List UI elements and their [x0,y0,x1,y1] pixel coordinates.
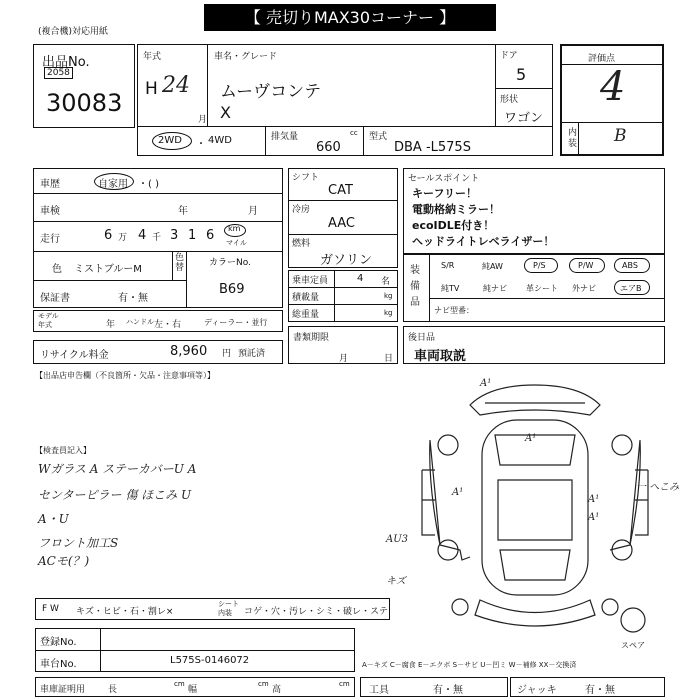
recycle-unit: 円 [222,349,232,359]
model-code-box [363,126,553,156]
recycle-box [33,340,283,364]
eq-airbag: エアB [620,284,642,293]
cert-width-unit: cm [258,680,269,688]
model-year-row [33,310,283,332]
tools-value: 有・無 [433,685,463,696]
drive-box [137,126,267,156]
year-label: 年式 [143,52,162,62]
inspection-month: 月 [248,206,258,217]
jack-row [510,677,665,697]
drive-sep: ・ [196,139,206,150]
displacement-box [265,126,365,156]
door-box [495,44,553,128]
equipment-label: 装備品 [410,265,420,308]
shift-label: シフト [292,173,320,183]
register-vdivider [100,628,101,672]
color-divider [172,251,173,280]
jack-label: ジャッキ [517,685,557,696]
car-body-diagram [400,375,670,645]
year-month: 月 [198,115,208,125]
mark-a1-door2: A¹ [588,512,600,523]
eq-pw: P/W [578,261,594,270]
mileage-km: km [228,224,241,233]
inspector-label: 【検査員記入】 [35,446,91,455]
interior-divider [560,122,664,123]
shift-value: CAT [328,183,353,198]
color-label: 色 [52,264,62,275]
model-name: ムーヴコンテ [220,82,322,102]
fw-items: キズ・ヒビ・石・割レ× [76,607,174,617]
dealer-value: ディーラー・並行 [204,318,268,327]
later-docs-box [403,326,665,364]
fw-row [35,598,390,620]
navi-model-label: ナビ型番： [434,306,474,315]
mark-a1-top: A¹ [480,378,492,389]
chassis-value: L575S-0146072 [170,655,250,666]
recycle-note: 預託済 [238,349,266,359]
lot-number: 30083 [46,89,123,117]
model-year-label: モデル年式 [38,312,59,329]
mileage-d2: 4 [138,228,147,243]
mileage-label: 走行 [40,234,60,245]
spec-divider-1 [288,200,398,201]
mileage-d1: 6 [104,228,113,243]
equipment-vdivider [429,254,430,322]
handle-label: ハンドル [126,318,154,326]
interior-vdivider [578,122,579,156]
gross-label: 総重量 [292,310,320,320]
row-divider-1 [33,193,283,194]
mark-bottom-tag: キズ [386,576,406,587]
door-label: ドア [500,51,518,61]
auction-corner-banner: 【 売切りMAX30コーナー 】 [204,4,496,31]
cert-height: 高 [272,685,282,695]
mileage-u1: 万 [118,233,128,243]
history-rest: ・( ) [138,179,159,190]
model-code-label: 型式 [369,132,388,142]
color-code-box [186,251,283,308]
capacity-label: 乗車定員 [292,276,329,286]
displacement-label: 排気量 [271,132,299,142]
sales-points-label: セールスポイント [408,174,480,184]
damage-legend: A－キズ C－腐食 E－エクボ S－サビ U－凹ミ W－補修 XX－交換済 [362,661,577,669]
cert-height-unit: cm [339,680,350,688]
warranty-value: 有・無 [118,293,148,304]
garage-cert-row [35,677,355,697]
ac-label: 冷房 [292,205,311,215]
lot-label: 出品No. [42,55,90,70]
form-note: (複合機)対応用紙 [38,27,109,37]
year-box [137,44,209,128]
register-label: 登録No. [40,637,77,648]
garage-cert-label: 車庫証明用 [40,685,86,695]
door-value: 5 [516,65,527,84]
jack-value: 有・無 [585,685,615,696]
cert-length: 長 [108,685,118,695]
eq-abs: ABS [622,261,638,270]
color-code-value: B69 [219,282,245,297]
sales-point-2: 電動格納ミラー！ [412,203,500,216]
mark-au3: AU3 [386,534,409,545]
eq-navi: 純ナビ [483,284,507,293]
fuel-label: 燃料 [292,239,311,249]
inspector-line-3: A・U [38,512,69,526]
score-divider [560,64,664,65]
sales-point-3: ecoIDLE付き！ [412,219,495,232]
mileage-d5: 6 [206,228,215,243]
seat-interior-label: シート内装 [218,600,239,617]
mark-a1-roof: A¹ [525,433,537,444]
displacement-value: 660 [316,140,341,155]
inspection-year: 年 [178,206,188,217]
color-value: ミストブルーM [74,264,142,275]
score-label: 評価点 [588,54,616,64]
model-code: DBA -L575S [394,140,471,155]
doc-deadline-day: 日 [384,354,394,364]
capacity-unit: 名 [381,277,391,287]
cert-width: 幅 [188,685,198,695]
later-docs-value: 車両取説 [414,349,467,364]
model-name-label: 車名・グレード [214,52,278,62]
color-change-label: 色替 [175,253,185,273]
tools-label: 工具 [369,685,389,696]
eq-ext-navi: 外ナビ [572,284,596,293]
row-divider-2 [33,221,283,222]
seller-notes-label: 【出品店申告欄（不良箇所・欠品・注意事項等）】 [35,371,215,380]
mileage-u2: 千 [152,233,162,243]
mark-a1-hood: A¹ [452,487,464,498]
eq-sr: S/R [441,261,455,270]
load-unit: kg [384,292,393,300]
inspector-line-1: Wガラス A ステーカバーU A [38,462,197,476]
mileage-d3: 3 [170,228,179,243]
later-docs-label: 後日品 [408,333,436,343]
doc-deadline-label: 書類期限 [293,333,330,343]
fw-label: F W [42,604,59,614]
year-era: H [145,79,158,99]
lot-number-box [33,44,135,128]
sales-point-4: ヘッドライトレベライザー！ [412,235,555,248]
drive-2wd: 2WD [158,135,182,146]
model-name-box [207,44,497,128]
cap-divider-1 [288,287,398,288]
mileage-mile: マイル [226,239,247,247]
tools-row [360,677,508,697]
sales-point-1: キーフリー！ [412,187,478,200]
history-value: 自家用 [98,179,128,190]
score-value: 4 [600,64,626,110]
mileage-d4: 1 [188,228,197,243]
displacement-unit: cc [350,129,358,137]
eq-tv: 純TV [441,284,460,293]
ac-value: AAC [328,216,355,231]
history-label: 車歴 [40,179,60,190]
model-year-unit: 年 [106,320,116,330]
interior-value: B [614,126,627,146]
doc-deadline-month: 月 [339,354,349,364]
sales-points-box [403,168,665,254]
cap-divider-2 [288,304,398,305]
capacity-value: 4 [357,273,364,284]
handle-value: 左・右 [154,320,182,330]
mark-right-dent: 一 へこみ [636,482,680,493]
score-box [560,44,664,156]
cap-vdivider [334,270,335,322]
lot-tag: 2058 [44,67,73,79]
inspector-line-5: ACモ(？) [38,554,90,568]
interior-label: 内装 [568,128,578,149]
model-grade: X [220,103,231,122]
eq-ps: P/S [533,261,546,270]
eq-aw: 純AW [482,262,503,271]
seat-interior-items: コゲ・穴・汚レ・シミ・破レ・ステ [244,607,388,617]
fuel-value: ガソリン [320,253,373,268]
year-value: 24 [162,73,190,98]
door-divider [495,88,553,89]
load-label: 積載量 [292,293,320,303]
chassis-label: 車台No. [40,659,77,670]
color-code-label: カラーNo. [209,258,251,268]
gross-unit: kg [384,309,393,317]
mark-a1-door1: A¹ [588,494,600,505]
shape-value: ワゴン [504,111,544,126]
warranty-label: 保証書 [40,293,70,304]
equipment-hdivider [429,298,665,299]
inspector-line-2: センターピラー 傷 ほこみ U [38,488,192,502]
shape-label: 形状 [500,95,519,105]
recycle-value: 8,960 [170,344,208,359]
spec-divider-2 [288,234,398,235]
recycle-label: リサイクル料金 [40,350,109,361]
inspection-label: 車検 [40,206,60,217]
cert-length-unit: cm [174,680,185,688]
inspector-line-4: フロント加工S [38,536,119,550]
drive-4wd: 4WD [208,135,232,146]
eq-leather: 革シート [526,284,558,293]
doc-deadline-box [288,326,398,364]
register-divider [35,650,355,651]
spare-label: スペア [621,641,645,650]
